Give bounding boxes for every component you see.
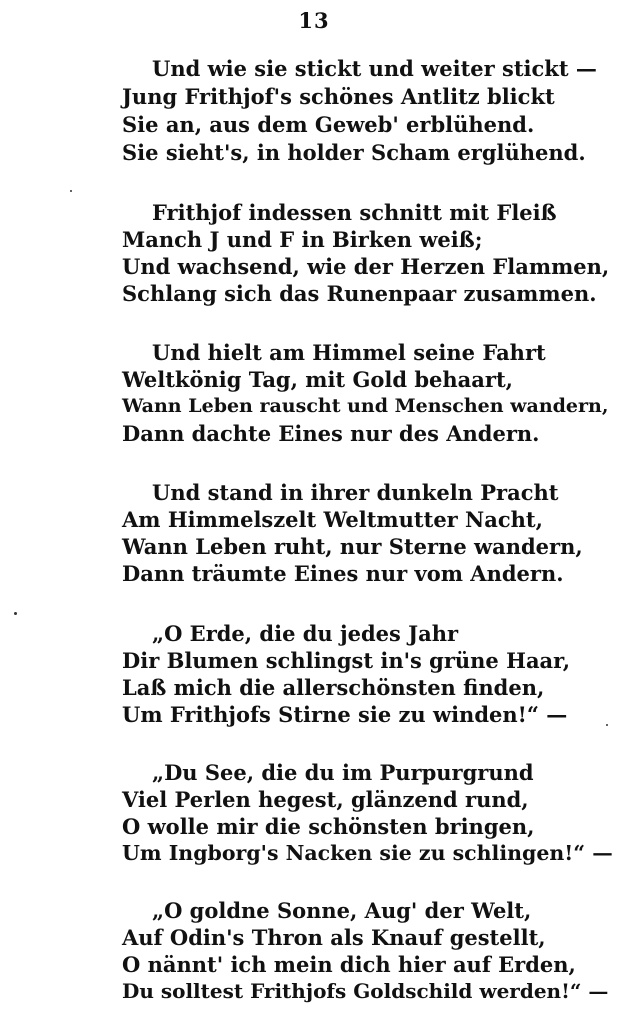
verse-line: Sie an, aus dem Geweb' erblühend.: [122, 112, 535, 137]
verse-line: Sie sieht's, in holder Scham erglühend.: [122, 140, 586, 165]
verse-line: Am Himmelszelt Weltmutter Nacht,: [122, 507, 543, 532]
verse-line: Manch J und F in Birken weiß;: [122, 227, 483, 252]
verse-line: Du solltest Frithjofs Goldschild werden!“ —: [122, 979, 609, 1003]
verse-line: Frithjof indessen schnitt mit Fleiß: [152, 200, 557, 225]
verse-line: Dann dachte Eines nur des Andern.: [122, 421, 540, 446]
verse-line: Dir Blumen schlingst in's grüne Haar,: [122, 648, 571, 673]
verse-line: Jung Frithjof's schönes Antlitz blickt: [122, 84, 555, 109]
verse-line: O nännt' ich mein dich hier auf Erden,: [122, 952, 576, 977]
page-number: 13: [298, 8, 330, 33]
verse-line: Und hielt am Himmel seine Fahrt: [152, 340, 546, 365]
verse-line: Und stand in ihrer dunkeln Pracht: [152, 480, 559, 505]
verse-line: Weltkönig Tag, mit Gold behaart,: [122, 367, 513, 392]
scan-speck: [70, 190, 72, 192]
verse-line: Um Frithjofs Stirne sie zu winden!“ —: [122, 702, 568, 727]
verse-line: Um Ingborg's Nacken sie zu schlingen!“ —: [122, 841, 613, 865]
verse-line: Und wie sie stickt und weiter stickt —: [152, 56, 597, 81]
verse-line: Und wachsend, wie der Herzen Flammen,: [122, 254, 610, 279]
verse-line: Dann träumte Eines nur vom Andern.: [122, 561, 564, 586]
verse-line: „Du See, die du im Purpurgrund: [152, 760, 534, 785]
verse-line: „O goldne Sonne, Aug' der Welt,: [152, 898, 532, 923]
verse-line: „O Erde, die du jedes Jahr: [152, 621, 459, 646]
verse-line: Auf Odin's Thron als Knauf gestellt,: [122, 925, 546, 950]
verse-line: Schlang sich das Runenpaar zusammen.: [122, 281, 597, 306]
verse-line: Viel Perlen hegest, glänzend rund,: [122, 787, 529, 812]
scan-speck: [606, 724, 608, 726]
verse-line: Wann Leben ruht, nur Sterne wandern,: [122, 534, 583, 559]
verse-line: Wann Leben rauscht und Menschen wandern,: [122, 395, 609, 417]
scan-speck: [14, 612, 17, 615]
verse-line: Laß mich die allerschönsten finden,: [122, 675, 545, 700]
verse-line: O wolle mir die schönsten bringen,: [122, 814, 535, 839]
